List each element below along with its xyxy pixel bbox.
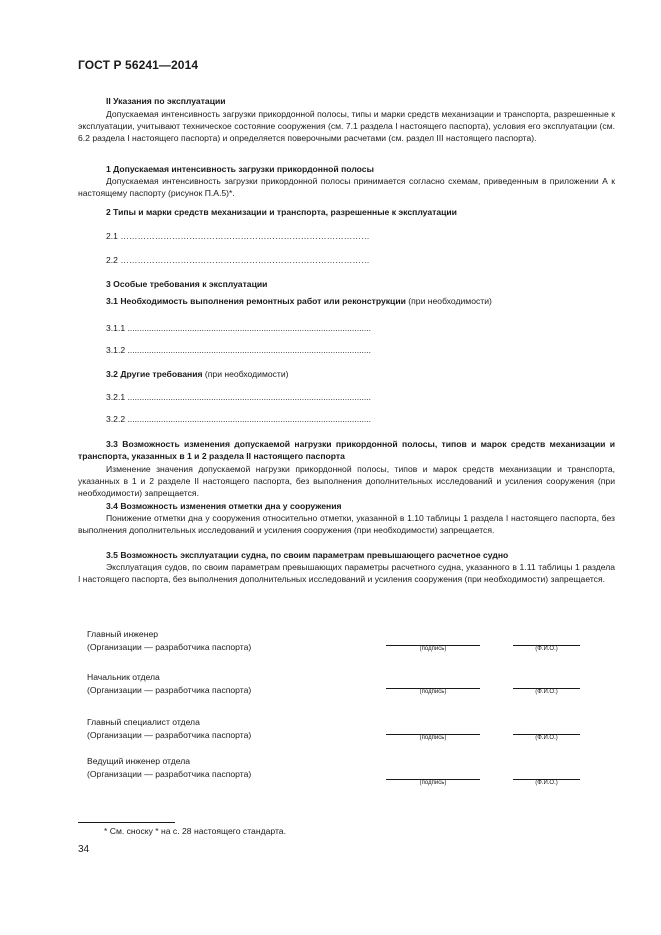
name-caption: (Ф.И.О.)	[535, 780, 558, 786]
subsection-1-text: Допускаемая интенсивность загрузки прикордонной полосы принимается согласно схемам, приведенным в приложении А к настоящему паспорту (рисунок П.А.5)*.	[78, 176, 615, 199]
signature-caption: (подпись)	[419, 735, 447, 741]
subsection-3-2-note: (при необходимости)	[204, 369, 289, 379]
signature-org: (Организации — разработчика паспорта)	[87, 641, 252, 652]
signature-block	[87, 671, 251, 696]
fill-line-3-2-2: 3.2.2 ......................................................................................................	[106, 414, 372, 424]
fill-line-2-1: 2.1 ……………………………………………………………………………	[106, 231, 370, 241]
fill-line-3-1-2: 3.1.2 ......................................................................................................	[106, 345, 372, 355]
name-caption: (Ф.И.О.)	[535, 646, 558, 652]
subsection-3-3-text: Изменение значения допускаемой нагрузки прикордонной полосы, типов и марок средств механизации и транспорта, указанных в 1 и 2 разделе II настоящего паспорта, без выполнения дополнительных исследований и усиления сооружения (при необходимости) запрещается.	[78, 464, 615, 499]
subsection-2-heading: 2 Типы и марки средств механизации и транспорта, разрешенные к эксплуатации	[106, 207, 457, 217]
subsection-3-5-heading: 3.5 Возможность эксплуатации судна, по своим параметрам превышающего расчетное судно	[106, 550, 509, 560]
subsection-3-2-title: 3.2 Другие требования	[106, 369, 203, 379]
signature-org: (Организации — разработчика паспорта)	[87, 768, 252, 779]
name-caption: (Ф.И.О.)	[535, 735, 558, 741]
fill-line-3-2-1: 3.2.1 ......................................................................................................	[106, 392, 372, 402]
subsection-3-heading: 3 Особые требования к эксплуатации	[106, 279, 268, 289]
fill-line-3-1-1: 3.1.1 ......................................................................................................	[106, 323, 372, 333]
signature-caption: (подпись)	[419, 646, 447, 652]
signature-field	[386, 734, 480, 741]
signature-role: Ведущий инженер отдела	[87, 756, 191, 766]
signature-role: Начальник отдела	[87, 672, 160, 682]
signature-caption: (подпись)	[419, 689, 447, 695]
signature-block	[87, 755, 251, 780]
subsection-3-4-heading: 3.4 Возможность изменения отметки дна у сооружения	[106, 501, 342, 511]
signature-field	[386, 688, 480, 695]
subsection-3-1-note: (при необходимости)	[408, 296, 492, 306]
signature-field	[386, 645, 480, 652]
page-number: 34	[78, 844, 90, 855]
name-caption: (Ф.И.О.)	[535, 689, 558, 695]
subsection-3-5-text: Эксплуатация судов, по своим параметрам превышающих параметры расчетного судна, указанного в 1.11 таблицы 1 раздела I настоящего паспорта, без выполнения дополнительных исследований и усиления сооружения (при необходимости) запрещается.	[78, 562, 615, 585]
section-intro: Допускаемая интенсивность загрузки прикордонной полосы, типы и марки средств механизации и транспорта, разрешенные к эксплуатации, учитывают техническое состояние сооружения (см. 7.1 раздела I настоящего паспорта), условия его эксплуатации (см. 6.2 раздела I настоящего паспорта) и определяется поверочными расчетами (см. раздел III настоящего паспорта).	[78, 109, 615, 144]
signature-block	[87, 628, 251, 653]
footnote: * См. сноску * на с. 28 настоящего стандарта.	[104, 826, 286, 836]
subsection-3-4-text: Понижение отметки дна у сооружения относительно отметки, указанной в 1.10 таблицы 1 раздела I настоящего паспорта, без выполнения дополнительных исследований и усиления сооружения (при необходимости) запрещается.	[78, 513, 615, 536]
name-field	[513, 734, 580, 741]
subsection-1-heading: 1 Допускаемая интенсивность загрузки прикордонной полосы	[106, 164, 374, 174]
signature-field	[386, 779, 480, 786]
footnote-divider	[78, 822, 175, 823]
fill-line-2-2: 2.2 ……………………………………………………………………………	[106, 255, 370, 265]
signature-org: (Организации — разработчика паспорта)	[87, 684, 252, 695]
name-field	[513, 645, 580, 652]
signature-org: (Организации — разработчика паспорта)	[87, 729, 252, 740]
subsection-3-1-heading	[106, 295, 492, 307]
name-field	[513, 688, 580, 695]
subsection-3-2-heading	[106, 368, 289, 380]
signature-block	[87, 716, 251, 741]
name-field	[513, 779, 580, 786]
signature-caption: (подпись)	[419, 780, 447, 786]
section-heading: II Указания по эксплуатации	[106, 96, 226, 106]
subsection-3-3-heading: 3.3 Возможность изменения допускаемой нагрузки прикордонной полосы, типов и марок средств механизации и транспорта, указанных в 1 и 2 раздела II настоящего паспорта	[78, 439, 615, 462]
subsection-3-1-title: 3.1 Необходимость выполнения ремонтных работ или реконструкции	[106, 296, 406, 306]
signature-role: Главный инженер	[87, 629, 159, 639]
document-header: ГОСТ Р 56241—2014	[78, 58, 199, 72]
signature-role: Главный специалист отдела	[87, 717, 200, 727]
